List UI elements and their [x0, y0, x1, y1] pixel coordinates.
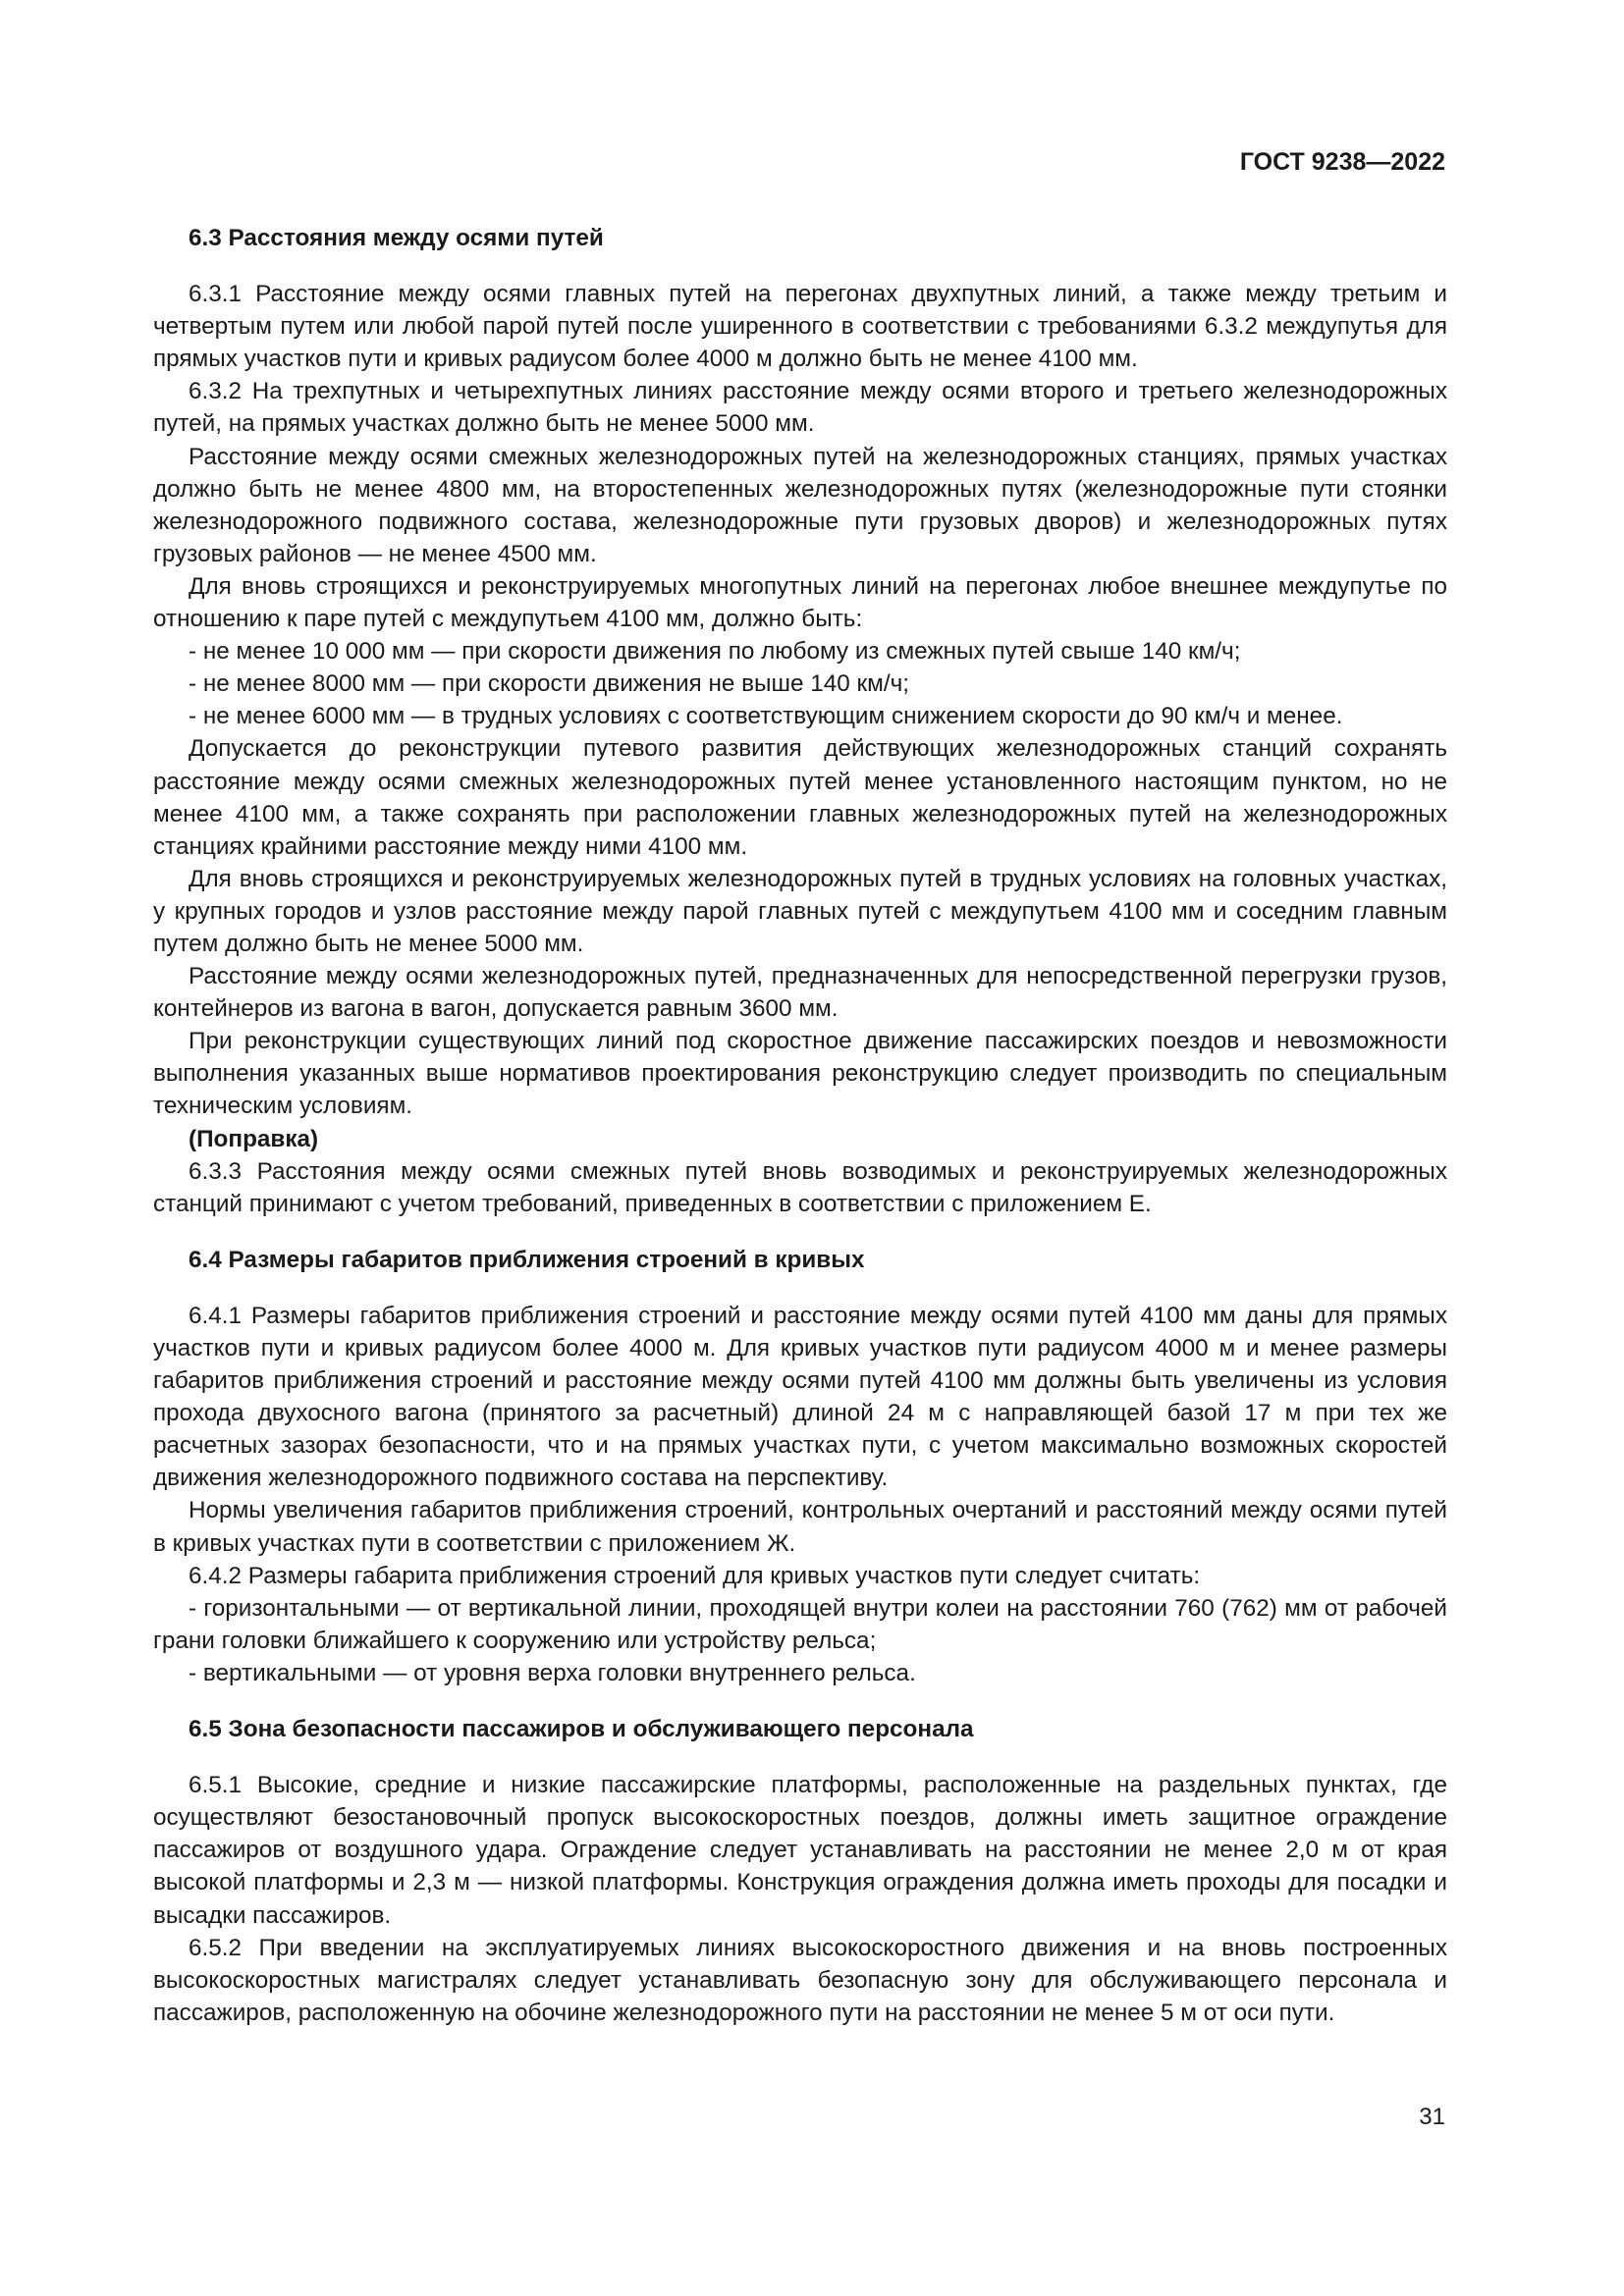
list-item: - не менее 6000 мм — в трудных условиях с соответствующим снижением скорости до 90 км/ч и менее.: [189, 703, 1343, 730]
paragraph-6-5-2: 6.5.2 При введении на эксплуатируемых линиях высокоскоростного движения и на вновь построенных высокоскоростных магистралях следует устанавливать безопасную зону для обслуживающего персонала и пассажиров, расположенную на обочине железнодорожного пути на расстоянии не менее 5 м от оси пути.: [153, 1934, 1447, 2026]
paragraph: Расстояние между осями смежных железнодорожных путей на железнодорожных станциях, прямых участках должно быть не менее 4800 мм, на второстепенных железнодорожных путях (железнодорожные пути стоянки железнодорожного подвижного состава, железнодорожные пути грузовых дворов) и железнодорожных путях грузовых районов — не менее 4500 мм.: [153, 443, 1447, 567]
paragraph-6-3-2: 6.3.2 На трехпутных и четырехпутных линиях расстояние между осями второго и третьего железнодорожных путей, на прямых участках должно быть не менее 5000 мм.: [153, 378, 1447, 438]
paragraph-6-4-2: 6.4.2 Размеры габарита приближения строений для кривых участков пути следует считать:: [189, 1562, 1201, 1589]
list-item: - не менее 10 000 мм — при скорости движения по любому из смежных путей свыше 140 км/ч;: [189, 638, 1241, 666]
paragraph: Для вновь строящихся и реконструируемых железнодорожных путей в трудных условиях на головных участках, у крупных городов и узлов расстояние между парой главных путей с междупутьем 4100 мм и соседним главным путем должно быть не менее 5000 мм.: [153, 865, 1447, 957]
list-item: - не менее 8000 мм — при скорости движения не выше 140 км/ч;: [189, 670, 910, 698]
paragraph: Для вновь строящихся и реконструируемых многопутных линий на перегонах любое внешнее междупутье по отношению к паре путей с междупутьем 4100 мм, должно быть:: [153, 572, 1447, 633]
paragraph-6-5-1: 6.5.1 Высокие, средние и низкие пассажирские платформы, расположенные на раздельных пунктах, где осуществляют безостановочный пропуск высокоскоростных поездов, должны иметь защитное ограждение пассажиров от воздушного удара. Ограждение следует устанавливать на расстоянии не менее 2,0 м от края высокой платформы и 2,3 м — низкой платформы. Конструкция ограждения должна иметь проходы для посадки и высадки пассажиров.: [153, 1772, 1447, 1929]
paragraph-6-3-1: 6.3.1 Расстояние между осями главных путей на перегонах двухпутных линий, а также между третьим и четвертым путем или любой парой путей после уширенного в соответствии с требованиями 6.3.2 междупутья для прямых участков пути и кривых радиусом более 4000 м должно быть не менее 4100 мм.: [153, 281, 1447, 373]
paragraph: Нормы увеличения габаритов приближения строений, контрольных очертаний и расстояний между осями путей в кривых участках пути в соответствии с приложением Ж.: [153, 1497, 1447, 1557]
list-item: - вертикальными — от уровня верха головки внутреннего рельса.: [189, 1659, 916, 1686]
paragraph: Расстояние между осями железнодорожных путей, предназначенных для непосредственной перегрузки грузов, контейнеров из вагона в вагон, допускается равным 3600 мм.: [153, 963, 1447, 1023]
paragraph-6-4-1: 6.4.1 Размеры габаритов приближения строений и расстояние между осями путей 4100 мм даны для прямых участков пути и кривых радиусом более 4000 м. Для кривых участков пути радиусом 4000 м и менее размеры габаритов приближения строений и расстояние между осями путей 4100 мм должны быть увеличены из условия прохода двухосного вагона (принятого за расчетный) длиной 24 м с направляющей базой 17 м при тех же расчетных зазорах безопасности, что и на прямых участках пути, с учетом максимально возможных скоростей движения железнодорожного подвижного состава на перспективу.: [153, 1302, 1447, 1492]
paragraph-6-3-3: 6.3.3 Расстояния между осями смежных путей вновь возводимых и реконструируемых железнодорожных станций принимают с учетом требований, приведенных в соответствии с приложением Е.: [153, 1157, 1447, 1217]
section-6-5-heading: 6.5 Зона безопасности пассажиров и обслуживающего персонала: [189, 1716, 974, 1743]
amendment-note: (Поправка): [189, 1125, 319, 1152]
paragraph: При реконструкции существующих линий под скоростное движение пассажирских поездов и невозможности выполнения указанных выше нормативов проектирования реконструкцию следует производить по специальным техническим условиям.: [153, 1028, 1447, 1120]
document-body: [153, 222, 1447, 2029]
document-id: ГОСТ 9238—2022: [1239, 148, 1445, 176]
page-number: 31: [1419, 2104, 1445, 2130]
paragraph: Допускается до реконструкции путевого развития действующих железнодорожных станций сохранять расстояние между осями смежных железнодорожных путей менее установленного настоящим пунктом, но не менее 4100 мм, а также сохранять при расположении главных железнодорожных путей на железнодорожных станциях крайними расстояние между ними 4100 мм.: [153, 735, 1447, 860]
section-6-4-heading: 6.4 Размеры габаритов приближения строений в кривых: [189, 1246, 865, 1273]
list-item: - горизонтальными — от вертикальной линии, проходящей внутри колеи на расстоянии 760 (762) мм от рабочей грани головки ближайшего к сооружению или устройству рельса;: [153, 1594, 1447, 1654]
section-6-3-heading: 6.3 Расстояния между осями путей: [189, 225, 604, 251]
